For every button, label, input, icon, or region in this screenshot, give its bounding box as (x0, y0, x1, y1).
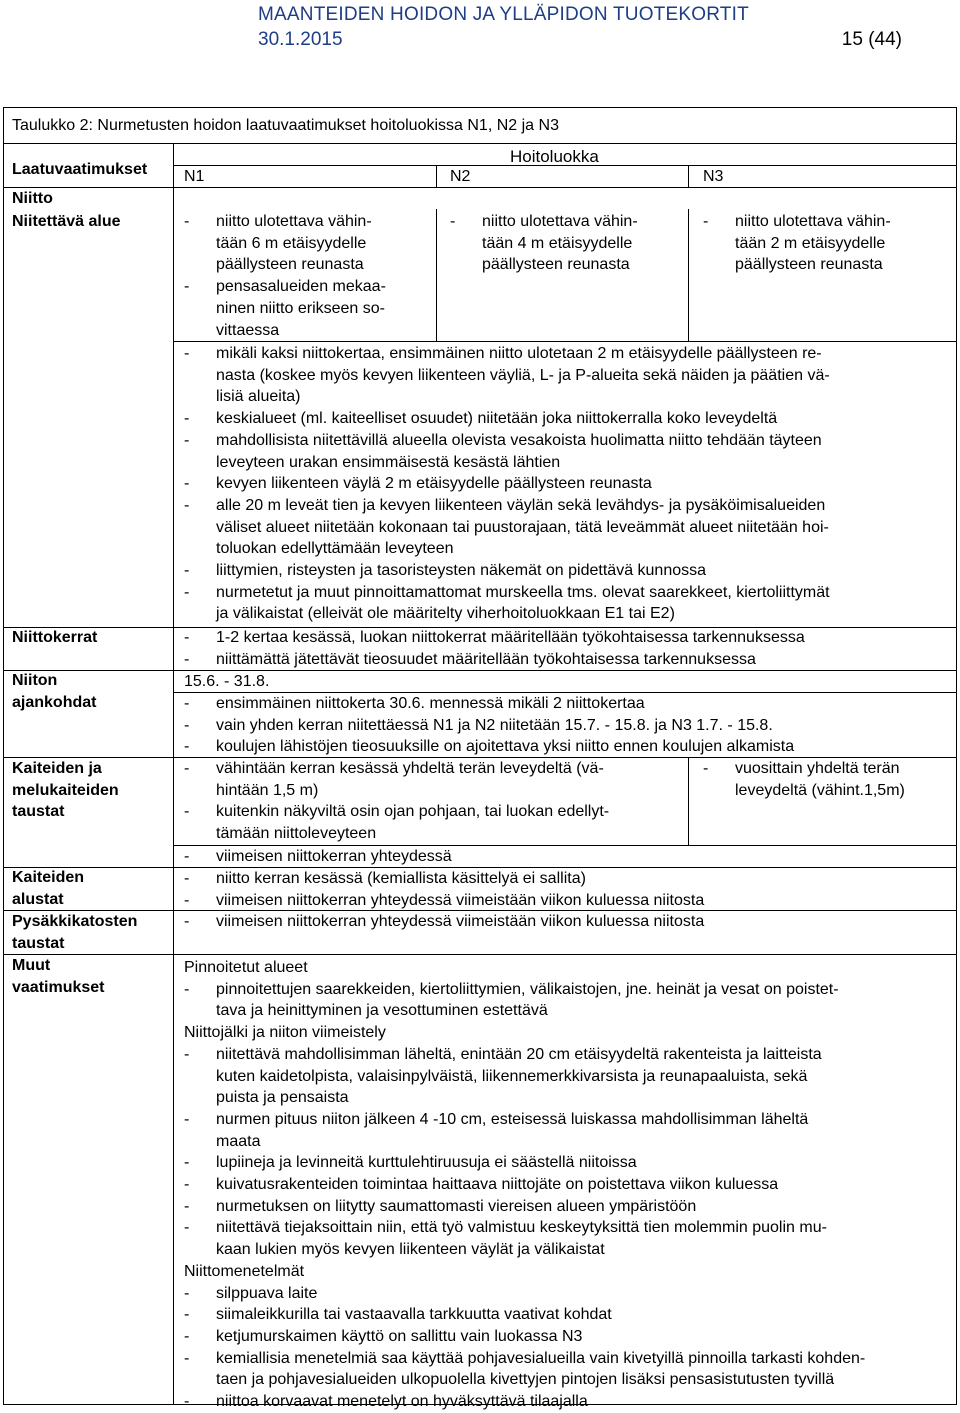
list-item: - vuosittain yhdeltä terän leveydeltä (vähint.1,5m) (703, 760, 905, 799)
label-kaiteiden-alustat: Kaiteiden alustat (12, 869, 85, 908)
rule-kaiteet-n3 (688, 757, 689, 845)
list-item: - 1-2 kertaa kesässä, luokan niittokerrat määritellään työkohtaisessa tarkennuksessa (184, 629, 805, 646)
header-hoitoluokka: Hoitoluokka (510, 147, 599, 166)
label-niittokerrat: Niittokerrat (12, 629, 98, 646)
list-item: - kevyen liikenteen väylä 2 m etäisyydelle päällysteen reunasta (184, 475, 652, 493)
list-item: - silppuava laite (184, 1284, 318, 1302)
list-item: - liittymien, risteysten ja tasoristeysten näkemät on pidettävä kunnossa (184, 562, 707, 580)
label-niiton-ajankohdat: Niiton ajankohdat (12, 672, 97, 711)
kaiteiden-alustat-items (184, 868, 704, 911)
document-title: MAANTEIDEN HOIDON JA YLLÄPIDON TUOTEKORTIT (258, 4, 749, 25)
rule-head (3, 187, 957, 188)
document-date: 30.1.2015 (258, 29, 343, 50)
muut-content (184, 957, 865, 1413)
list-item: - mahdollisista niitettävillä alueella olevista vesakoista huolimatta niitto tehdään täyteen leveyteen urakan ensimmäisestä kesästä lähtien (184, 431, 822, 471)
list-item: - alle 20 m leveät tien ja kevyen liikenteen väylän sekä levähdys- ja pysäköimisalueiden väliset alueet niitetään kokonaan tai puustorajaan, tätä leveämmät alueet niitetään hoi- toluokan edellyttämään leveyteen (184, 496, 829, 558)
rule-col0 (173, 143, 174, 1405)
page-number: 15 (44) (841, 29, 902, 50)
list-item: - kuivatusrakenteiden toimintaa haittaava niittojäte on poistettava viikon kuluessa (184, 1176, 779, 1194)
subheading-niittomenetelmat: Niittomenetelmät (184, 1262, 305, 1280)
list-item: - vähintään kerran kesässä yhdeltä terän leveydeltä (vä- hintään 1,5 m) (184, 760, 604, 799)
list-item: - nurmetuksen on liitytty saumattomasti viereisen alueen ympäristöön (184, 1197, 697, 1215)
page-header (0, 0, 960, 60)
niitettava-common (184, 343, 830, 625)
list-item: - niitto kerran kesässä (kemiallista käsittelyä ei sallita) (184, 870, 586, 887)
niittokerrat-items (184, 627, 805, 670)
subheading-pinnoitetut: Pinnoitetut alueet (184, 959, 308, 976)
list-item: - ketjumurskaimen käyttö on sallittu vain luokassa N3 (184, 1327, 583, 1345)
table-caption: Taulukko 2: Nurmetusten hoidon laatuvaatimukset hoitoluokissa N1, N2 ja N3 (12, 117, 559, 134)
list-item: - niittoa korvaavat menetelyt on hyväksyttävä tilaajalla (184, 1393, 588, 1411)
rule-muut (3, 954, 957, 955)
niitettava-n1 (184, 211, 386, 341)
list-item: - pensasalueiden mekaa- ninen niitto erikseen so- vittaessa (184, 278, 386, 339)
kaiteiden-taustat-after (184, 846, 452, 868)
list-item: - niitto ulotettava vähin- tään 2 m etäisyydelle päällysteen reunasta (703, 213, 891, 274)
list-item: - niittämättä jätettävät tieosuudet määritellään työkohtaisessa tarkennuksessa (184, 650, 756, 668)
subheading-niittojalki: Niittojälki ja niiton viimeistely (184, 1024, 386, 1042)
list-item: - viimeisen niittokerran yhteydessä viimeistään viikon kuluessa niitosta (184, 891, 705, 909)
header-n3: N3 (703, 168, 724, 185)
label-niitettava-alue: Niitettävä alue (12, 213, 121, 230)
list-item: - lupiineja ja levinneitä kurttulehtiruusuja ei säästellä niitoissa (184, 1154, 637, 1172)
list-item: - vain yhden kerran niitettäessä N1 ja N2 niitetään 15.7. - 15.8. ja N3 1.7. - 15.8. (184, 716, 773, 734)
list-item: - mikäli kaksi niittokertaa, ensimmäinen niitto ulotetaan 2 m etäisyydelle päällysteen re- nasta (koskee myös kevyen liikenteen väyliä, L- ja P-alueita sekä näiden ja päätien vä- lisiä alueita) (184, 345, 830, 406)
list-item: - koulujen lähistöjen tieosuuksille on ajoitettava yksi niitto ennen koulujen alkamista (184, 738, 795, 756)
list-item: - pinnoitettujen saarekkeiden, kiertoliittymien, välikaistojen, jne. heinät ja vesat on poistet- tava ja heinittyminen ja vesottuminen estettävä (184, 980, 839, 1020)
kaiteiden-taustat-n3 (703, 758, 905, 801)
label-muut-vaatimukset: Muut vaatimukset (12, 957, 105, 996)
pysakkikatosten-items (184, 911, 704, 933)
rule-n1n2-body (436, 209, 437, 341)
rule-caption (3, 143, 957, 144)
list-item: - nurmetetut ja muut pinnoittamattomat murskeella tms. olevat saarekkeet, kiertoliittymät ja välikaistat (elleivät ole määritelty viherhoitoluokkaan E1 tai E2) (184, 583, 830, 623)
ajankohdat-period: 15.6. - 31.8. (184, 673, 270, 690)
list-item: - kemiallisia menetelmiä saa käyttää pohjavesialueilla vain kivetyillä pinnoilla tarkasti kohden- taen ja pohjavesialueiden ulkopuolella kivettyjen pintojen lisäksi pensasistutusten tyvillä (184, 1349, 866, 1389)
rule-n2n3-body (688, 209, 689, 341)
rule-n1n2 (436, 165, 437, 187)
list-item: - keskialueet (ml. kaiteelliset osuudet) niitetään joka niittokerralla koko leveydeltä (184, 410, 778, 428)
list-item: - niitto ulotettava vähin- tään 4 m etäisyydelle päällysteen reunasta (450, 213, 638, 274)
list-item: - kuitenkin näkyviltä osin ojan pohjaan, tai luokan edellyt- tämään niittoleveyteen (184, 803, 610, 843)
niitettava-n2 (450, 211, 638, 276)
header-n2: N2 (450, 168, 471, 185)
list-item: - niitto ulotettava vähin- tään 6 m etäisyydelle päällysteen reunasta (184, 213, 372, 274)
label-kaiteiden-taustat: Kaiteiden ja melukaiteiden taustat (12, 760, 119, 821)
list-item: - ensimmäinen niittokerta 30.6. mennessä mikäli 2 niittokertaa (184, 695, 645, 712)
niitettava-n3 (703, 211, 891, 276)
header-n1: N1 (184, 168, 205, 185)
list-item: - niitettävä tiejaksoittain niin, että työ valmistuu keskeytyksittä tien molemmin puolin mu- kaan lukien myös kevyen liikenteen väylät ja välikaistat (184, 1219, 827, 1259)
list-item: - niitettävä mahdollisimman läheltä, enintään 20 cm etäisyydeltä rakenteista ja laitteista kuten kaidetolpista, valaisinpylväistä, liikennemerkkivarsista ja reunapaaluista, sekä puista ja pensaista (184, 1045, 822, 1107)
label-pysakkikatosten-taustat: Pysäkkikatosten taustat (12, 913, 138, 952)
rule-n2n3 (688, 165, 689, 187)
list-item: - viimeisen niittokerran yhteydessä viimeistään viikon kuluessa niitosta (184, 913, 705, 930)
list-item: - viimeisen niittokerran yhteydessä (184, 848, 452, 865)
list-item: - siimaleikkurilla tai vastaavalla tarkkuutta vaativat kohdat (184, 1306, 612, 1324)
list-item: - nurmen pituus niiton jälkeen 4 -10 cm, esteisessä luiskassa mahdollisimman läheltä maata (184, 1110, 809, 1150)
section-niitto: Niitto (12, 190, 53, 207)
kaiteiden-taustat-n12 (184, 758, 609, 845)
header-laatuvaatimukset: Laatuvaatimukset (12, 161, 148, 178)
ajankohdat-items (184, 693, 794, 758)
